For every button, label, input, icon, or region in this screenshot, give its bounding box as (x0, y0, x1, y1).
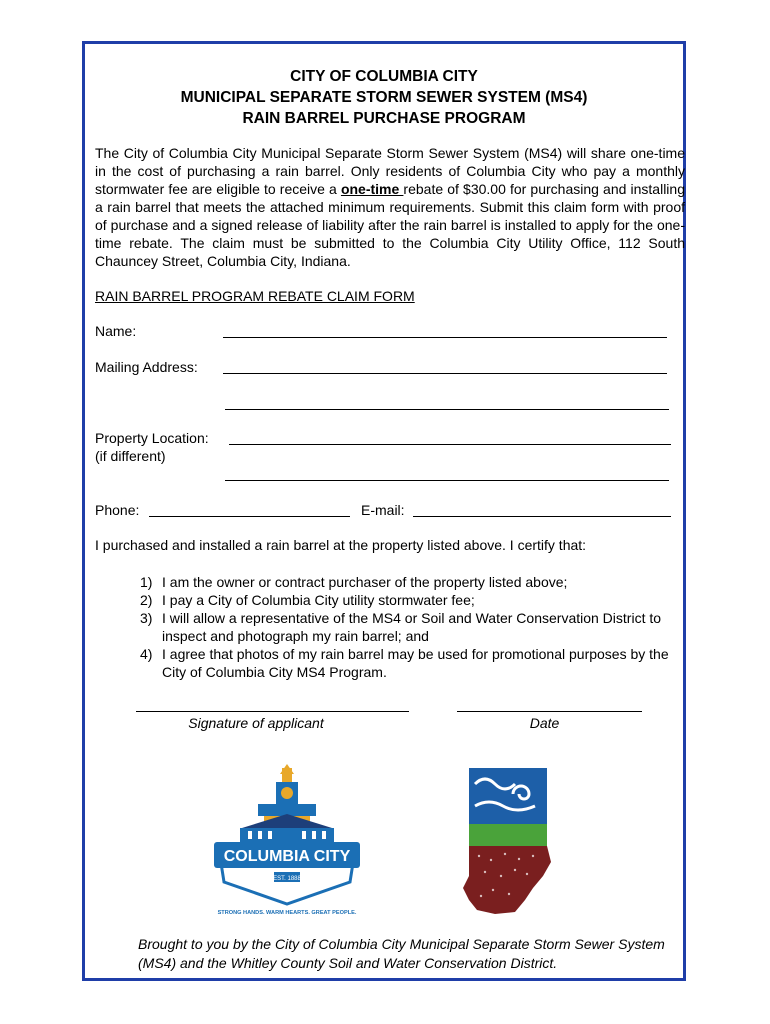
property-location-field-2[interactable] (225, 480, 669, 481)
list-item: 3) I will allow a representative of the MS4 or Soil and Water Conservation District to inspect and photograph my rain barrel; and (140, 610, 662, 644)
certify-list (140, 573, 680, 681)
property-location-label: Property Location: (95, 430, 209, 446)
footer-credit: Brought to you by the City of Columbia City Municipal Separate Storm Sewer System (MS4) and the Whitley County Soil and Water Conservation District. (138, 936, 665, 971)
email-label: E-mail: (361, 502, 405, 518)
title-line-1: CITY OF COLUMBIA CITY (290, 68, 478, 85)
logo-name: COLUMBIA CITY (223, 848, 351, 865)
list-item: 1) I am the owner or contract purchaser of the property listed above; (140, 574, 568, 590)
indiana-swcd-logo (455, 764, 555, 916)
name-label: Name: (95, 323, 137, 339)
email-field[interactable] (413, 516, 671, 517)
mailing-address-label: Mailing Address: (95, 359, 198, 375)
name-field[interactable] (223, 337, 667, 338)
phone-field[interactable] (149, 516, 350, 517)
title-line-3: RAIN BARREL PURCHASE PROGRAM (242, 110, 526, 127)
logo-tagline: STRONG HANDS. WARM HEARTS. GREAT PEOPLE. (217, 910, 357, 916)
intro-paragraph: The City of Columbia City Municipal Separate Storm Sewer System (MS4) will share one-time in the cost of purchasing a rain barrel. Only residents of Columbia City who pay a monthly stormwater fee are eligible to receive a one-time rebate of $30.00 for purchasing and installing a rain barrel that meets the attached minimum requirements. Submit this claim form with proof of purchase and a signed release of liability after the rain barrel is installed to apply for the one-time rebate. The claim must be submitted to the Columbia City Utility Office, 112 South Chauncey Street, Columbia City, Indiana. (95, 145, 685, 269)
certify-statement: I purchased and installed a rain barrel at the property listed above. I certify that: (95, 537, 587, 553)
form-heading: RAIN BARREL PROGRAM REBATE CLAIM FORM (95, 288, 415, 304)
logo-est: EST. 1888 (273, 876, 301, 882)
property-location-sublabel: (if different) (95, 448, 166, 464)
signature-caption: Signature of applicant (188, 715, 324, 731)
mailing-address-field-2[interactable] (225, 409, 669, 410)
title-line-2: MUNICIPAL SEPARATE STORM SEWER SYSTEM (MS4) (180, 89, 588, 106)
phone-label: Phone: (95, 502, 140, 518)
signature-line[interactable] (136, 711, 409, 712)
date-caption: Date (529, 715, 560, 731)
date-line[interactable] (457, 711, 642, 712)
mailing-address-field-1[interactable] (223, 373, 667, 374)
list-item: 2) I pay a City of Columbia City utility stormwater fee; (140, 592, 475, 608)
columbia-city-logo (212, 764, 362, 916)
list-item: 4) I agree that photos of my rain barrel may be used for promotional purposes by the City of Columbia City MS4 Program. (140, 646, 669, 680)
property-location-field-1[interactable] (229, 444, 671, 445)
one-time-emphasis: one-time (340, 181, 404, 197)
